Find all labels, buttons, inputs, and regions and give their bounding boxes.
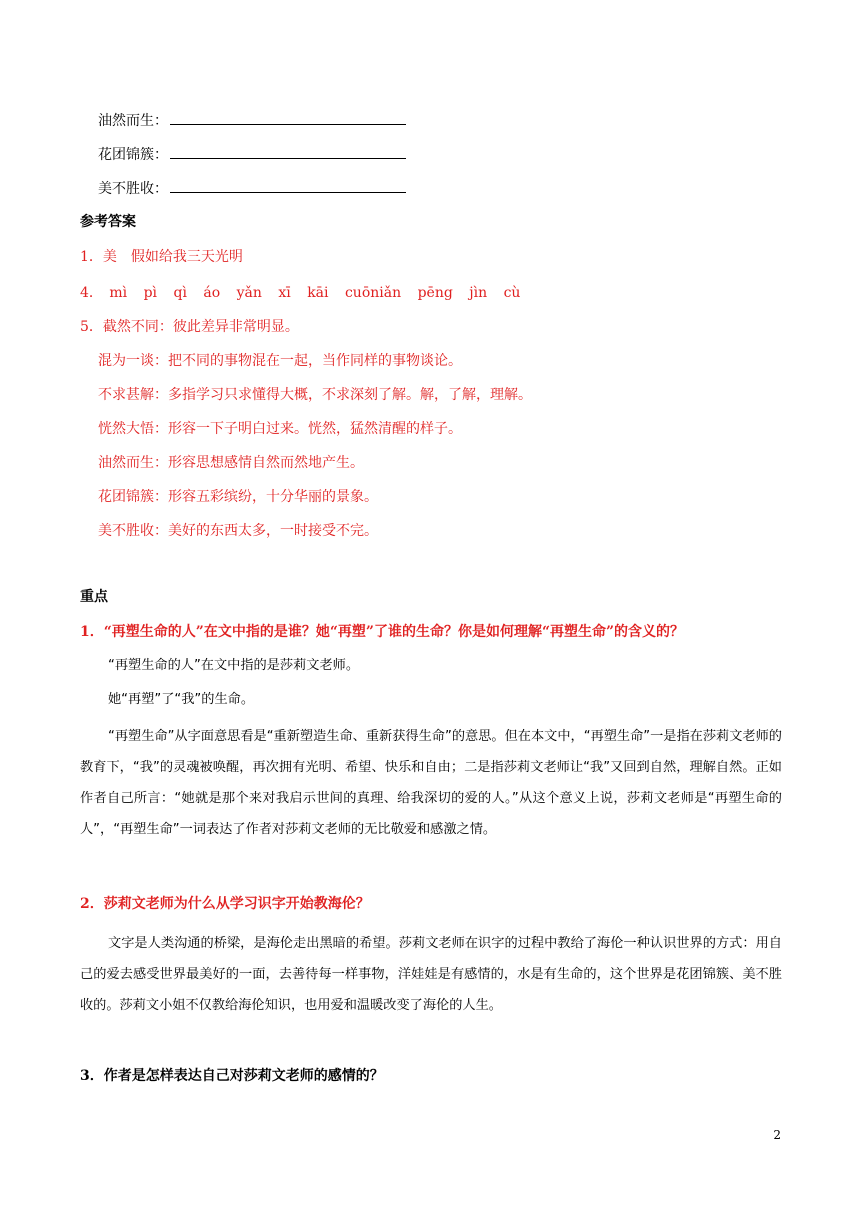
blank-line bbox=[170, 178, 406, 193]
q1-answer-line-1: “再塑生命的人”在文中指的是莎莉文老师。 bbox=[108, 658, 360, 673]
question-1: 1．“再塑生命的人”在文中指的是谁？她“再塑”了谁的生命？你是如何理解“再塑生命”的含义的？ bbox=[80, 624, 685, 640]
pinyin: mì bbox=[109, 285, 128, 301]
pinyin: áo bbox=[203, 285, 221, 301]
pinyin: pēng bbox=[417, 285, 453, 301]
pinyin: xī bbox=[278, 285, 291, 301]
pinyin: kāi bbox=[307, 285, 329, 301]
answer-5-line: 不求甚解：多指学习只求懂得大概，不求深刻了解。解，了解，理解。 bbox=[98, 387, 532, 403]
q2-answer-paragraph: 文字是人类沟通的桥梁，是海伦走出黑暗的希望。莎莉文老师在识字的过程中教给了海伦一种认识世界的方式：用自己的爱去感受世界最美好的一面，去善待每一样事物，洋娃娃是有感情的，水是有生命的，这个世界是花团锦簇、美不胜收的。莎莉文小姐不仅教给海伦知识，也用爱和温暖改变了海伦的人生。 bbox=[80, 936, 782, 1013]
key-heading: 重点 bbox=[80, 589, 108, 605]
pinyin: cù bbox=[503, 285, 521, 301]
fill-term: 花团锦簇： bbox=[98, 147, 168, 163]
answers-heading: 参考答案 bbox=[80, 214, 136, 230]
answer-5-line: 恍然大悟：形容一下子明白过来。恍然，猛然清醒的样子。 bbox=[98, 421, 462, 437]
answer-5-line: 混为一谈：把不同的事物混在一起，当作同样的事物谈论。 bbox=[98, 353, 462, 369]
fill-line-2 bbox=[98, 144, 406, 165]
pinyin: cuōniǎn bbox=[344, 285, 402, 301]
answer-4 bbox=[80, 283, 532, 303]
pinyin: jìn bbox=[469, 285, 488, 301]
answer-5-line: 5．截然不同：彼此差异非常明显。 bbox=[80, 319, 299, 335]
answer-1: 1．美 假如给我三天光明 bbox=[80, 249, 243, 265]
answer-5-line: 油然而生：形容思想感情自然而然地产生。 bbox=[98, 455, 364, 471]
fill-term: 美不胜收： bbox=[98, 181, 168, 197]
q1-answer-line-2: 她“再塑”了“我”的生命。 bbox=[108, 692, 255, 707]
pinyin: qì bbox=[173, 285, 187, 301]
page-number: 2 bbox=[773, 1128, 781, 1142]
pinyin: pì bbox=[143, 285, 158, 301]
answer-5-line: 美不胜收：美好的东西太多，一时接受不完。 bbox=[98, 523, 378, 539]
fill-line-3 bbox=[98, 178, 406, 199]
pinyin: yǎn bbox=[236, 285, 262, 301]
answer-5-line: 花团锦簇：形容五彩缤纷，十分华丽的景象。 bbox=[98, 489, 378, 505]
blank-line bbox=[170, 144, 406, 159]
question-2: 2．莎莉文老师为什么从学习识字开始教海伦？ bbox=[80, 896, 370, 912]
q1-answer-paragraph: “再塑生命”从字面意思看是“重新塑造生命、重新获得生命”的意思。但在本文中，“再塑生命”一是指在莎莉文老师的教育下，“我”的灵魂被唤醒，再次拥有光明、希望、快乐和自由；二是指莎莉文老师让“我”又回到自然，理解自然。正如作者自己所言：“她就是那个来对我启示世间的真理、给我深切的爱的人。”从这个意义上说，莎莉文老师是“再塑生命的人”，“再塑生命”一词表达了作者对莎莉文老师的无比敬爱和感激之情。 bbox=[80, 729, 782, 837]
fill-line-1 bbox=[98, 110, 406, 131]
fill-term: 油然而生： bbox=[98, 113, 168, 129]
blank-line bbox=[170, 110, 406, 125]
answer-4-prefix: 4． bbox=[80, 285, 103, 301]
question-3: 3．作者是怎样表达自己对莎莉文老师的感情的？ bbox=[80, 1068, 384, 1084]
